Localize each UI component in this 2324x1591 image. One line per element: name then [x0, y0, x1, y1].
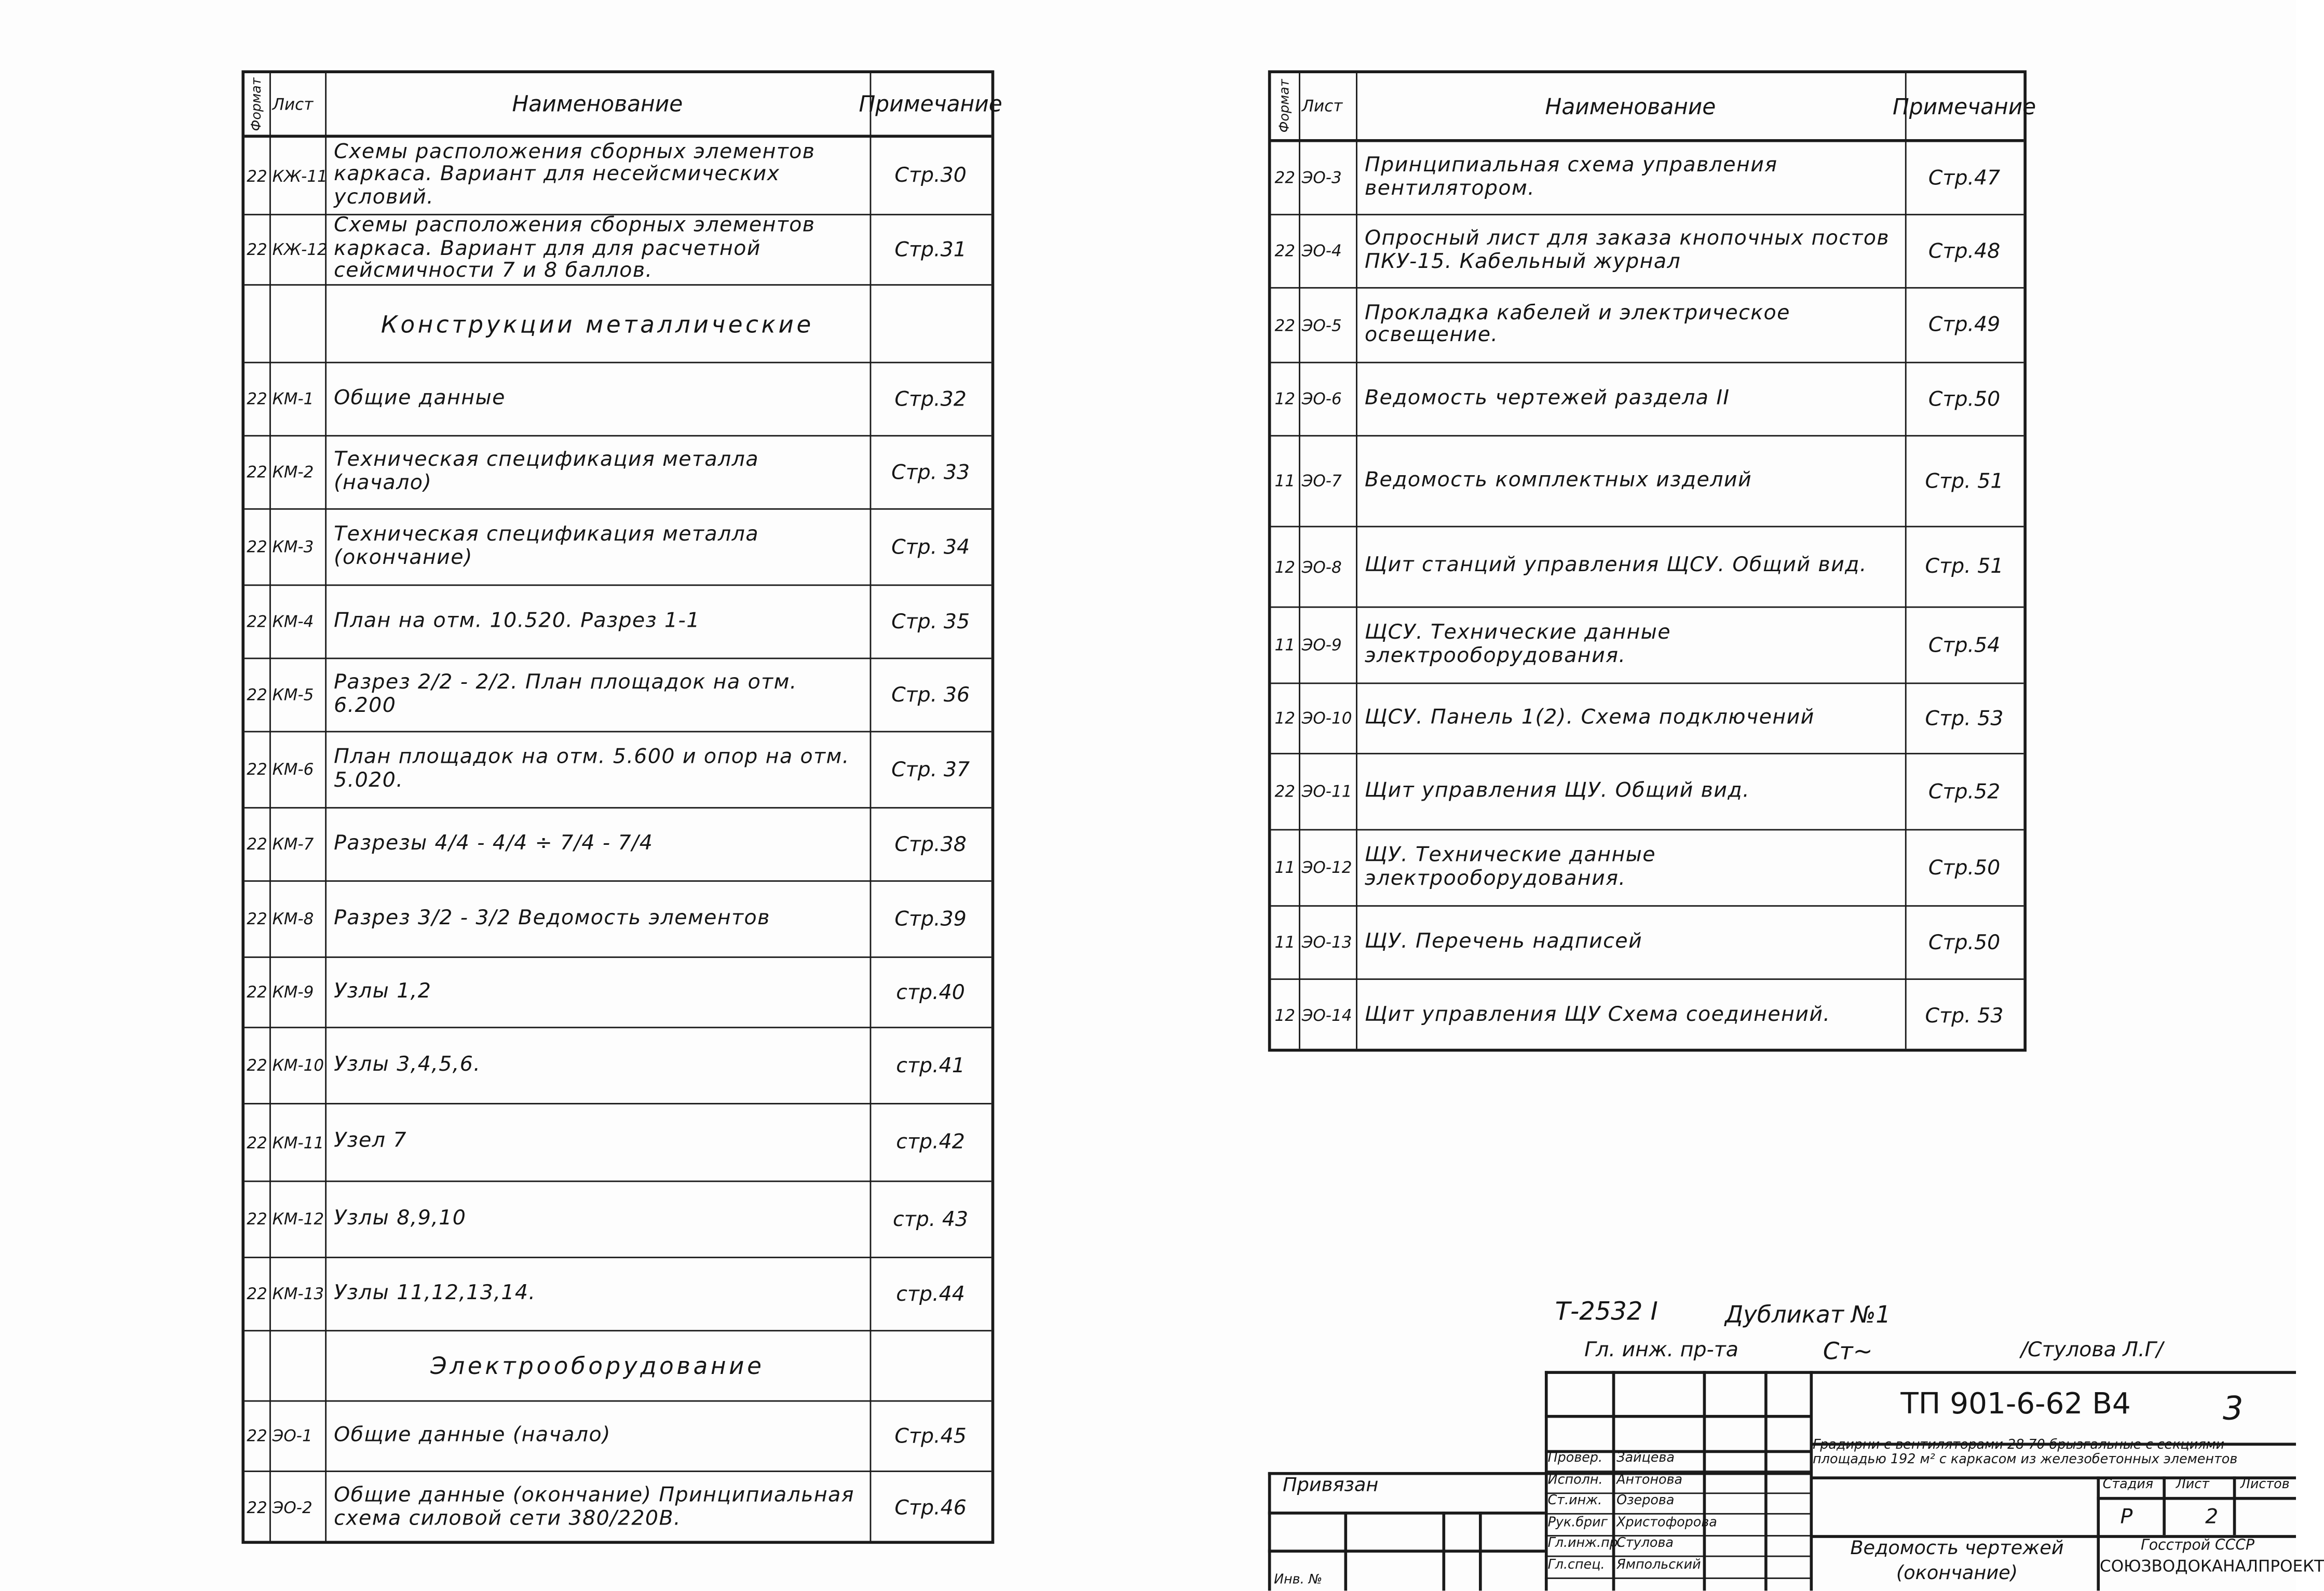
stamp-signer: /Стулова Л.Г/ [2020, 1339, 2163, 1363]
table-row [1271, 830, 2023, 907]
format-cell: 11 [1274, 858, 1295, 878]
staff-name: Ямпольский [1616, 1557, 1701, 1573]
note-cell: Стр.50 [1928, 856, 2001, 880]
format-cell: 22 [247, 834, 267, 854]
signature: Ст~ [1823, 1337, 1873, 1365]
table-row [1271, 684, 2023, 754]
header-note-text: Примечание [1892, 93, 2036, 119]
note-cell: Стр. 53 [1925, 707, 2004, 731]
sheet-cell: ЭО-10 [1301, 709, 1352, 728]
staff-role: Рук.бриг [1547, 1515, 1608, 1530]
name-cell: ЩУ. Перечень надписей [1364, 929, 1643, 953]
header-sheet [1299, 73, 1356, 139]
table-row [244, 1258, 991, 1331]
table-row [1271, 437, 2023, 528]
column-divider [1905, 73, 1907, 1049]
sheet-cell: ЭО-5 [1301, 315, 1342, 335]
sheet-cell: КМ-1 [272, 389, 314, 409]
table-row [1271, 754, 2023, 831]
header-name-text: Наименование [512, 90, 683, 117]
name-cell: Узлы 1,2 [334, 979, 432, 1003]
table-header [244, 73, 1002, 138]
name-cell: Узел 7 [334, 1129, 407, 1153]
sheet-cell: ЭО-2 [272, 1498, 312, 1518]
stamp-sheet-mark: 3 [2222, 1391, 2244, 1428]
name-cell: Принципиальная схема управления вентилятором. [1364, 154, 1778, 200]
format-cell: 22 [247, 1498, 267, 1518]
name-cell: Разрезы 4/4 - 4/4 ÷ 7/4 - 7/4 [334, 831, 654, 855]
note-cell: Стр.45 [894, 1424, 967, 1448]
note-cell: стр.44 [896, 1282, 965, 1306]
stamp-bound: Привязан [1283, 1475, 1379, 1497]
header-format-text: Формат [1277, 79, 1293, 133]
stamp-role: Гл. инж. пр-та [1584, 1339, 1738, 1363]
format-cell: 22 [247, 1209, 267, 1229]
table-row [1271, 289, 2023, 363]
table-row [1271, 363, 2023, 437]
header-sheet [269, 73, 325, 134]
name-cell: Щит управления ЩУ. Общий вид. [1364, 779, 1750, 803]
note-cell: стр. 43 [893, 1207, 969, 1231]
format-cell: 22 [247, 760, 267, 779]
column-divider [1299, 73, 1300, 1049]
format-cell: 22 [247, 537, 267, 557]
note-cell: Стр.32 [894, 387, 967, 411]
table-row [244, 1472, 991, 1544]
sheet-cell: ЭО-3 [1301, 168, 1342, 188]
sheet-cell: КМ-8 [272, 909, 314, 929]
org-name: СОЮЗВОДОКАНАЛПРОЕКТ [2100, 1557, 2324, 1576]
note-cell: Стр. 35 [891, 610, 970, 633]
note-cell: стр.42 [896, 1130, 965, 1154]
sheet-cell: ЭО-13 [1301, 933, 1352, 952]
note-cell: стр.41 [896, 1054, 965, 1077]
sheet-cell: КМ-5 [272, 685, 314, 705]
format-cell: 22 [247, 1132, 267, 1152]
name-cell: Общие данные (начало) [334, 1423, 611, 1447]
sheet-cell: КМ-3 [272, 537, 314, 557]
stamp-duplicate: Дубликат №1 [1724, 1300, 1891, 1329]
name-cell: Узлы 11,12,13,14. [334, 1281, 536, 1305]
name-cell: План на отм. 10.520. Разрез 1-1 [334, 609, 700, 633]
name-cell: Прокладка кабелей и электрическое освещение. [1364, 301, 1790, 347]
sheet-cell: ЭО-6 [1301, 389, 1342, 409]
header-format [244, 73, 269, 134]
staff-role: Гл.инж.пр. [1547, 1536, 1622, 1552]
sheet-cell: ЭО-11 [1301, 782, 1352, 801]
stamp-title: Ведомость чертежей (окончание) [1850, 1538, 2064, 1585]
note-cell: Стр.30 [894, 164, 967, 188]
sheets-label: Листов [2240, 1478, 2290, 1493]
name-cell: Ведомость чертежей раздела II [1364, 386, 1730, 410]
table-row [244, 138, 991, 215]
note-cell: Стр. 37 [891, 758, 970, 781]
note-cell: Стр.50 [1928, 387, 2001, 411]
note-cell: Стр.52 [1928, 780, 2001, 804]
org-gosstroy: Госстрой СССР [2141, 1538, 2255, 1554]
note-cell: Стр.50 [1928, 931, 2001, 954]
format-cell: 22 [247, 685, 267, 705]
staff-name: Христофорова [1616, 1515, 1717, 1530]
name-cell: Щит станций управления ЩСУ. Общий вид. [1364, 554, 1867, 578]
note-cell: Стр. 36 [891, 683, 970, 707]
stamp-description: Градирни с вентиляторами 28 70 брызгальные с секциями площадью 192 м² с каркасом из железобетонных элементов [1813, 1438, 2238, 1468]
name-cell: Опросный лист для заказа кнопочных постов ПКУ-15. Кабельный журнал [1364, 227, 1890, 274]
name-cell: Разрез 2/2 - 2/2. План площадок на отм. 6.200 [334, 671, 797, 717]
header-sheet-text: Лист [272, 94, 314, 114]
staff-role: Ст.инж. [1547, 1494, 1602, 1509]
header-name [325, 73, 869, 134]
note-cell: Стр. 51 [1925, 555, 2004, 579]
header-format-text: Формат [249, 77, 265, 131]
staff-name: Зайцева [1616, 1451, 1675, 1466]
note-cell: Стр.47 [1928, 166, 2001, 190]
note-cell: Стр. 33 [891, 461, 970, 484]
sheet-value: 2 [2205, 1505, 2219, 1529]
name-cell: Щит управления ЩУ Схема соединений. [1364, 1003, 1831, 1027]
header-name [1356, 73, 1905, 139]
note-cell: Стр.49 [1928, 313, 2001, 337]
note-cell: Стр.48 [1928, 239, 2001, 263]
table-row [244, 437, 991, 510]
note-cell: стр.40 [896, 980, 965, 1004]
format-cell: 22 [247, 463, 267, 482]
staff-name: Антонова [1616, 1473, 1683, 1488]
format-cell: 11 [1274, 471, 1295, 491]
table-row [244, 958, 991, 1028]
sheet-cell: ЭО-8 [1301, 557, 1342, 576]
table-row [244, 732, 991, 808]
section-title: Конструкции металлические [380, 309, 814, 338]
format-cell: 22 [247, 909, 267, 929]
sheet-cell: ЭО-4 [1301, 241, 1342, 261]
note-cell: Стр. 34 [891, 535, 970, 559]
sheet-cell: КМ-9 [272, 982, 314, 1002]
format-cell: 22 [247, 166, 267, 185]
sheet-cell: КМ-4 [272, 612, 314, 631]
sheet-cell: КМ-7 [272, 834, 314, 854]
format-cell: 22 [247, 612, 267, 631]
name-cell: Узлы 8,9,10 [334, 1206, 467, 1230]
sheet-cell: КЖ-12 [272, 240, 328, 260]
table-row [1271, 608, 2023, 684]
format-cell: 11 [1274, 636, 1295, 655]
staff-role: Исполн. [1547, 1473, 1603, 1488]
format-cell: 22 [1274, 782, 1295, 801]
section-row [244, 286, 991, 363]
table-row [244, 808, 991, 882]
sheet-cell: КМ-13 [272, 1284, 324, 1304]
table-row [244, 510, 991, 586]
format-cell: 22 [1274, 315, 1295, 335]
stage-label: Стадия [2102, 1478, 2154, 1493]
name-cell: Техническая спецификация металла (окончание) [334, 523, 759, 569]
header-note-text: Примечание [859, 90, 1002, 117]
format-cell: 22 [1274, 241, 1295, 261]
name-cell: План площадок на отм. 5.600 и опор на отм. 5.020. [334, 746, 850, 792]
name-cell: Разрез 3/2 - 3/2 Ведомость элементов [334, 906, 770, 930]
table-row [244, 882, 991, 958]
name-cell: Техническая спецификация металла (начало) [334, 448, 759, 495]
header-note [859, 73, 1002, 134]
sheet-cell: КМ-6 [272, 760, 314, 779]
format-cell: 22 [1274, 168, 1295, 188]
format-cell: 22 [247, 1284, 267, 1304]
table-row [244, 1028, 991, 1104]
sheet-cell: ЭО-12 [1301, 858, 1352, 878]
staff-role: Провер. [1547, 1451, 1603, 1466]
name-cell: Схемы расположения сборных элементов каркаса. Вариант для несейсмических условий. [334, 140, 816, 209]
format-cell: 22 [247, 1056, 267, 1075]
left-drawings-table [241, 70, 1002, 1544]
sheet-cell: ЭО-7 [1301, 471, 1342, 491]
format-cell: 12 [1274, 389, 1295, 409]
column-divider [1356, 73, 1357, 1049]
sheet-cell: КМ-10 [272, 1056, 324, 1075]
note-cell: Стр.39 [894, 907, 967, 931]
table-row [244, 215, 991, 286]
format-cell: 22 [247, 389, 267, 409]
name-cell: Схемы расположения сборных элементов каркаса. Вариант для для расчетной сейсмичности 7 и 8 баллов. [334, 214, 816, 283]
sheet-cell: КЖ-11 [272, 166, 328, 185]
note-cell: Стр.38 [894, 832, 967, 856]
stamp-code: Т-2532 I [1555, 1298, 1658, 1327]
note-cell: Стр. 51 [1925, 469, 2004, 493]
table-row [244, 586, 991, 659]
sheet-cell: ЭО-1 [272, 1426, 312, 1446]
staff-name: Стулова [1616, 1536, 1674, 1552]
table-row [1271, 980, 2023, 1051]
sheet-label: Лист [2176, 1478, 2210, 1493]
stamp-doc-number: ТП 901-6-62 В4 [1900, 1385, 2131, 1421]
column-divider [870, 73, 872, 1541]
table-header [1271, 73, 2036, 142]
name-cell: Общие данные [334, 386, 506, 410]
note-cell: Стр.54 [1928, 633, 2001, 657]
name-cell: Ведомость комплектных изделий [1364, 468, 1752, 492]
staff-role: Гл.спец. [1547, 1557, 1605, 1573]
header-name-text: Наименование [1545, 93, 1716, 119]
stamp-inv: Инв. № [1274, 1573, 1323, 1588]
format-cell: 12 [1274, 709, 1295, 728]
header-sheet-text: Лист [1301, 97, 1343, 116]
note-cell: Стр.31 [894, 238, 967, 262]
format-cell: 22 [247, 982, 267, 1002]
table-row [244, 659, 991, 732]
name-cell: Узлы 3,4,5,6. [334, 1053, 481, 1076]
table-row [1271, 142, 2023, 215]
name-cell: ЩУ. Технические данные электрооборудования. [1364, 844, 1656, 890]
header-note [1892, 73, 2036, 139]
right-drawings-table [1268, 70, 2036, 1051]
format-cell: 22 [247, 240, 267, 260]
table-row [1271, 907, 2023, 980]
staff-name: Озерова [1616, 1494, 1675, 1509]
format-cell: 22 [247, 1426, 267, 1446]
sheet-cell: КМ-2 [272, 463, 314, 482]
note-cell: Стр.46 [894, 1496, 967, 1520]
section-title: Электрооборудование [430, 1352, 765, 1380]
table-row [244, 363, 991, 437]
table-row [1271, 215, 2023, 289]
name-cell: ЩСУ. Технические данные электрооборудования. [1364, 621, 1671, 667]
table-row [244, 1402, 991, 1472]
column-divider [269, 73, 271, 1541]
note-cell: Стр. 53 [1925, 1004, 2004, 1028]
column-divider [325, 73, 327, 1541]
format-cell: 11 [1274, 933, 1295, 952]
sheet-cell: ЭО-14 [1301, 1006, 1352, 1026]
sheet-cell: ЭО-9 [1301, 636, 1342, 655]
name-cell: Общие данные (окончание) Принципиальная схема силовой сети 380/220В. [334, 1484, 854, 1530]
format-cell: 12 [1274, 557, 1295, 576]
table-row [1271, 527, 2023, 608]
section-row [244, 1331, 991, 1401]
header-format [1271, 73, 1299, 139]
name-cell: ЩСУ. Панель 1(2). Схема подключений [1364, 706, 1815, 730]
sheet-cell: КМ-12 [272, 1209, 324, 1229]
stage-value: Р [2120, 1505, 2133, 1529]
format-cell: 12 [1274, 1006, 1295, 1026]
sheet-cell: КМ-11 [272, 1132, 324, 1152]
table-row [244, 1182, 991, 1258]
table-row [244, 1104, 991, 1182]
